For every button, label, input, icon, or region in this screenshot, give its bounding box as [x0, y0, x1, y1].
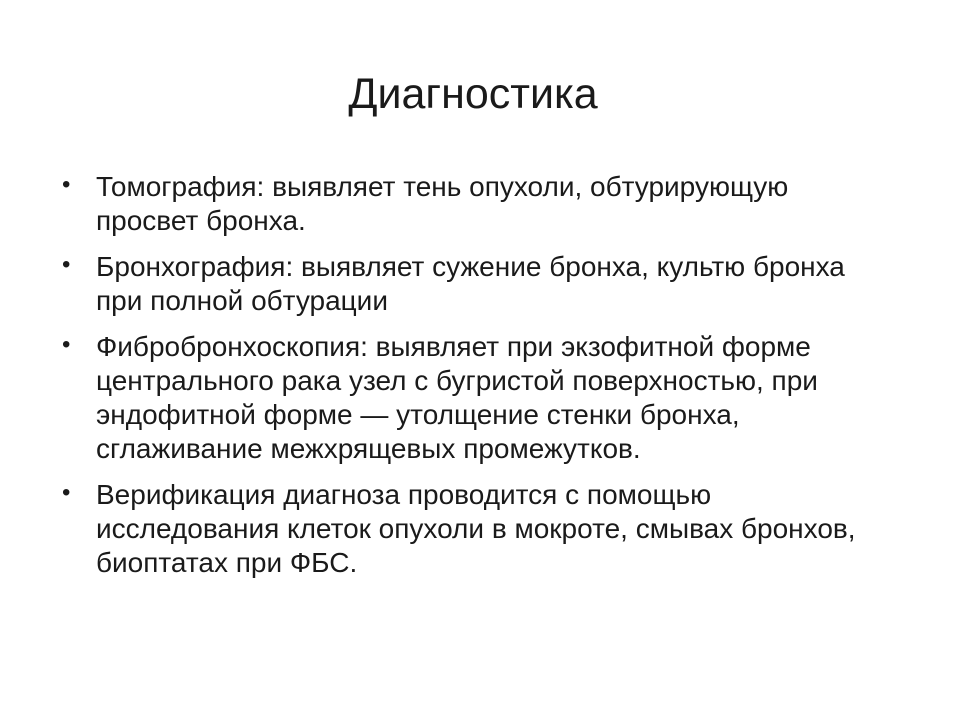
bullet-icon: • — [62, 331, 71, 358]
bullet-text-fibrobronchoscopy: Фибробронхоскопия: выявляет при экзофитной форме центрального рака узел с бугристой поверхностью, при эндофитной форме — утолщение стенки бронха, сглаживание межхрящевых промежутков. — [96, 331, 818, 464]
slide-title: Диагностика — [348, 70, 598, 118]
bullet-icon: • — [62, 479, 71, 506]
bullet-text-verification: Верификация диагноза проводится с помощью исследования клеток опухоли в мокроте, смывах бронхов, биоптатах при ФБС. — [96, 479, 856, 578]
list-item — [62, 478, 882, 580]
bullet-text-bronchography: Бронхография: выявляет сужение бронха, культю бронха при полной обтурации — [96, 251, 845, 316]
list-item — [62, 170, 882, 238]
bullet-icon: • — [62, 171, 71, 198]
list-item — [62, 250, 882, 318]
list-item — [62, 330, 882, 466]
bullet-icon: • — [62, 251, 71, 278]
bullet-text-tomography: Томография: выявляет тень опухоли, обтурирующую просвет бронха. — [96, 171, 789, 236]
bullet-list — [62, 170, 882, 592]
